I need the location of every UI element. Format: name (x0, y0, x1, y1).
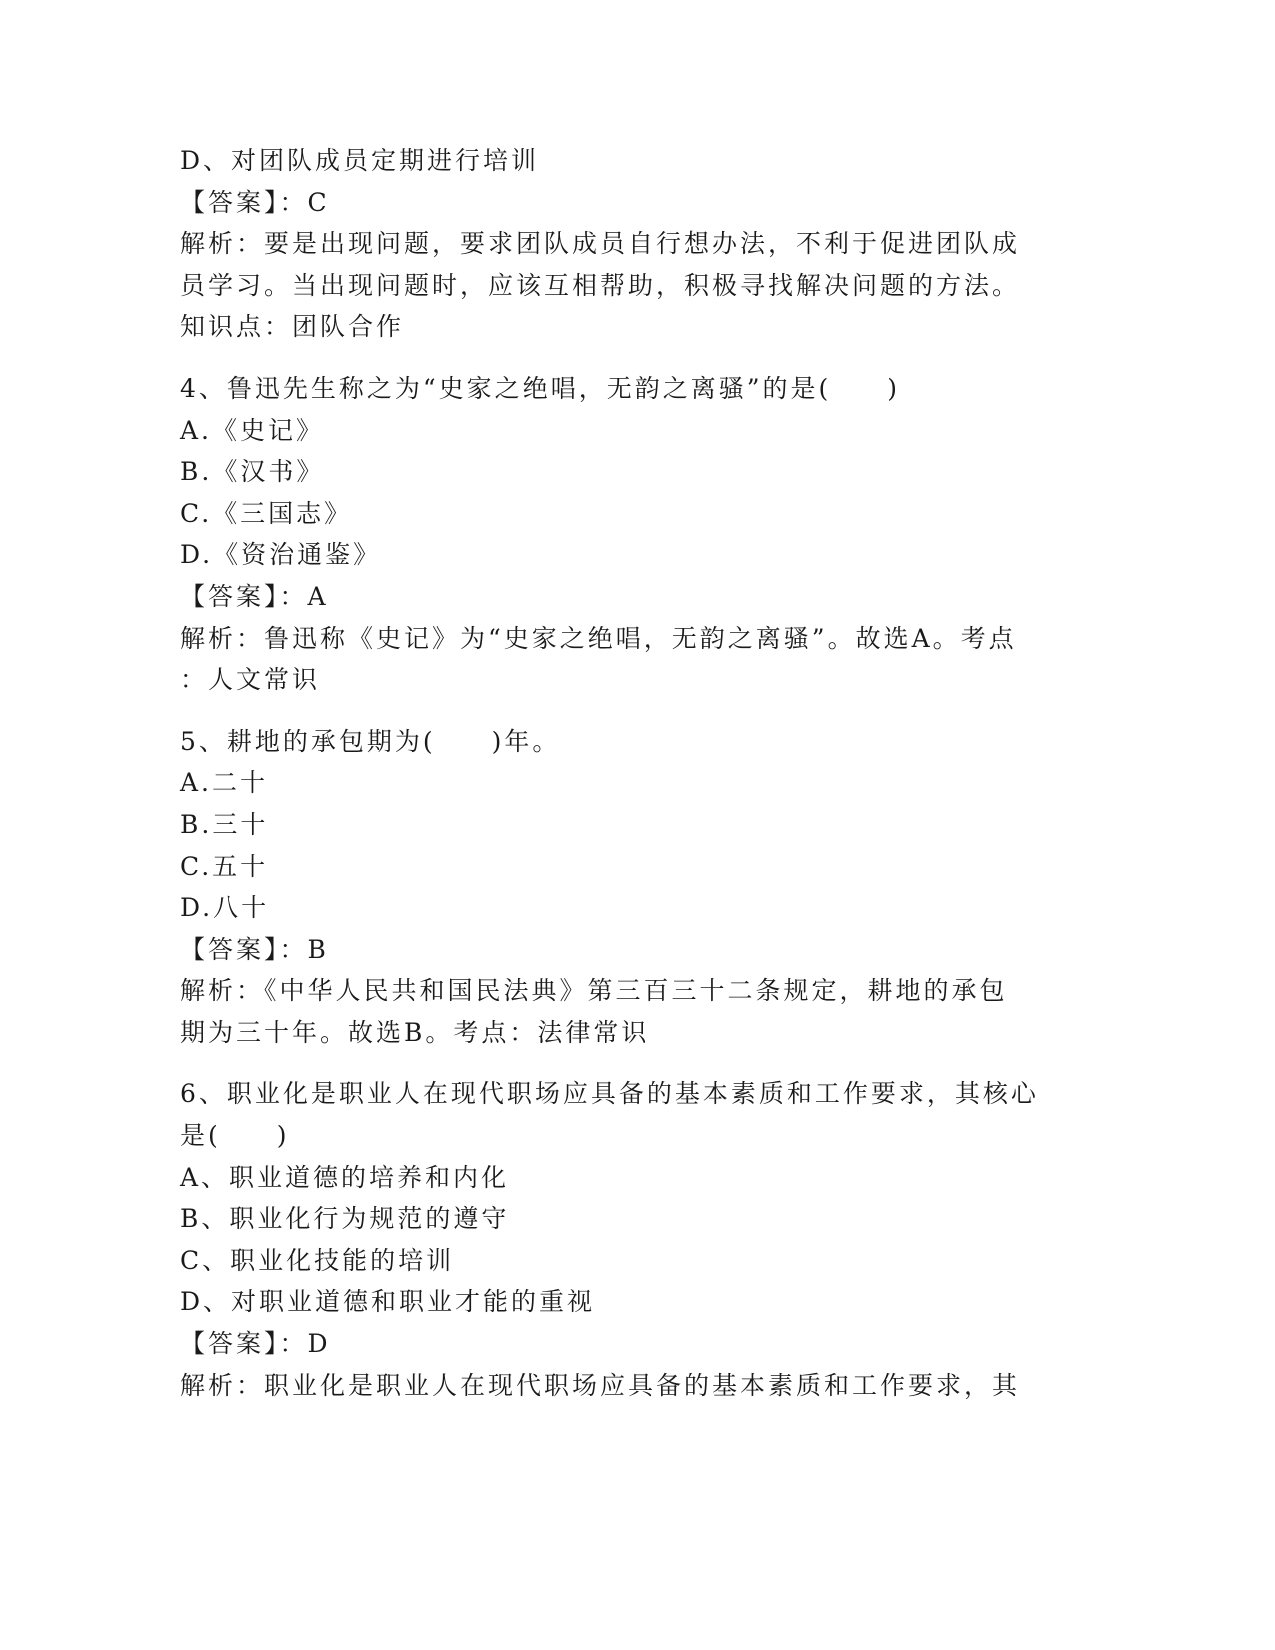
prev-question-tail (180, 140, 1060, 348)
answer-line: 【答案】：B (180, 934, 329, 964)
analysis-line: 期为三十年。故选B。考点：法律常识 (180, 1017, 650, 1047)
question-stem: 5、耕地的承包期为( )年。 (180, 726, 561, 756)
analysis-line: 员学习。当出现问题时，应该互相帮助，积极寻找解决问题的方法。 (180, 270, 1021, 300)
option-d: D、对团队成员定期进行培训 (180, 146, 540, 175)
question-stem: 6、职业化是职业人在现代职场应具备的基本素质和工作要求，其核心 (180, 1079, 1039, 1109)
analysis-line: 解析：职业化是职业人在现代职场应具备的基本素质和工作要求，其 (180, 1370, 1021, 1400)
question-6 (180, 1073, 1060, 1406)
analysis-line: 解析：要是出现问题，要求团队成员自行想办法，不利于促进团队成 (180, 229, 1021, 259)
option-c: C.五十 (180, 851, 269, 881)
question-4 (180, 368, 1060, 701)
document-page (180, 140, 1060, 1406)
analysis-line: ：人文常识 (180, 665, 321, 695)
answer-line: 【答案】：D (180, 1329, 331, 1359)
option-a: A.二十 (180, 768, 269, 798)
option-b: B.《汉书》 (180, 457, 325, 487)
option-d: D.八十 (180, 893, 270, 923)
option-c: C.《三国志》 (180, 498, 353, 528)
option-a: A.《史记》 (180, 415, 325, 445)
answer-line: 【答案】：A (180, 581, 329, 611)
answer-line: 【答案】：C (180, 187, 330, 217)
option-b: B.三十 (180, 809, 269, 839)
option-a: A、职业道德的培养和内化 (180, 1162, 510, 1192)
option-d: D.《资治通鉴》 (180, 540, 382, 570)
question-stem: 是( ) (180, 1121, 290, 1151)
option-c: C、职业化技能的培训 (180, 1245, 455, 1275)
analysis-line: 解析：《中华人民共和国民法典》第三百三十二条规定，耕地的承包 (180, 976, 1008, 1006)
question-5 (180, 721, 1060, 1054)
option-b: B、职业化行为规范的遵守 (180, 1204, 510, 1234)
option-d: D、对职业道德和职业才能的重视 (180, 1287, 596, 1317)
question-stem: 4、鲁迅先生称之为“史家之绝唱，无韵之离骚”的是( ) (180, 373, 900, 403)
analysis-line: 解析：鲁迅称《史记》为“史家之绝唱，无韵之离骚”。故选A。考点 (180, 623, 1017, 653)
analysis-line: 知识点：团队合作 (180, 312, 405, 342)
